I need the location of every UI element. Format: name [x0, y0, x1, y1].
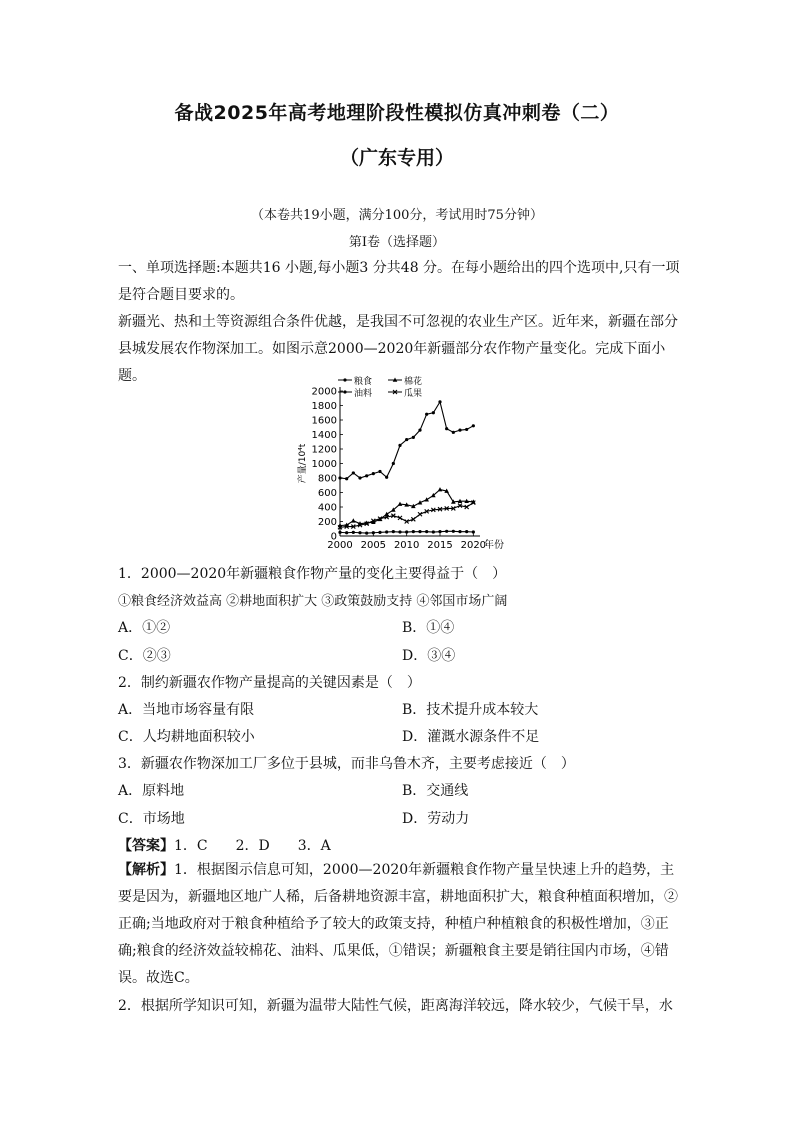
- q2-option-c[interactable]: C．人均耕地面积较小: [118, 729, 255, 745]
- data-point: [385, 476, 388, 479]
- data-point: [365, 474, 368, 477]
- exam-info: （本卷共19小题，满分100分，考试用时75分钟）: [251, 208, 543, 223]
- y-tick-label: 1600: [311, 415, 337, 427]
- data-point: [392, 462, 395, 465]
- volume-heading: 第Ⅰ卷（选择题）: [348, 235, 446, 250]
- data-point: [345, 477, 348, 480]
- y-tick-label: 600: [317, 488, 337, 499]
- x-axis-label: 年份: [484, 540, 504, 551]
- data-point: [378, 531, 381, 534]
- x-tick-label: 2005: [360, 540, 387, 551]
- x-tick-label: 2020: [460, 540, 487, 551]
- data-point: [438, 487, 443, 491]
- data-point: [405, 438, 408, 441]
- series-粮食: [338, 400, 475, 480]
- data-point: [365, 532, 368, 535]
- data-point: [418, 530, 421, 533]
- y-tick-label: 1000: [311, 459, 337, 470]
- data-point: [472, 424, 475, 427]
- y-tick-label: 1200: [311, 444, 337, 456]
- analysis-text: 1．根据图示信息可知，2000—2020年新疆粮食作物产量呈快速上升的趋势，主要是因为，新疆地区地广人稀，后备耕地资源丰富，耕地面积扩大，粮食种植面积增加，②正确;当地政府对于粮食种植给予了较大的政策支持，种植户种植粮食的积极性增加，③正确;粮食的经济效益较棉花、油料、瓜果低，①错误；新疆粮食主要是销往国内市场，④错误。故选C。: [118, 862, 678, 986]
- data-point: [338, 476, 341, 479]
- q2-option-d[interactable]: D．灌溉水源条件不足: [402, 729, 540, 745]
- question-1-statements: ①粮食经济效益高 ②耕地面积扩大 ③政策鼓励支持 ④邻国市场广阔: [118, 594, 508, 609]
- data-point: [425, 413, 428, 416]
- y-tick-label: 2000: [311, 386, 337, 398]
- data-point: [392, 530, 395, 533]
- legend-item: [338, 376, 372, 387]
- q2-option-b[interactable]: B．技术提升成本较大: [402, 702, 539, 718]
- chart-series-layer: [338, 400, 476, 534]
- data-point: [438, 400, 441, 403]
- data-point: [372, 531, 375, 534]
- question-2-stem: 2．制约新疆农作物产量提高的关键因素是（ ）: [118, 675, 421, 691]
- data-point: [465, 530, 468, 533]
- legend-label: 瓜果: [404, 389, 423, 399]
- question-1-stem: 1．2000—2020年新疆粮食作物产量的变化主要得益于（ ）: [118, 566, 507, 582]
- data-point: [452, 530, 455, 533]
- crop-output-chart: [290, 376, 520, 552]
- data-point: [432, 411, 435, 414]
- data-point: [372, 472, 375, 475]
- chart-legend: [338, 376, 422, 399]
- data-point: [358, 476, 361, 479]
- legend-marker: [343, 390, 346, 393]
- data-point: [432, 530, 435, 533]
- data-point: [412, 530, 415, 533]
- analysis-block: [118, 857, 684, 992]
- y-tick-label: 400: [317, 502, 337, 514]
- y-tick-label: 0: [330, 531, 337, 543]
- legend-item: [388, 376, 422, 387]
- analysis-label: 【解析】: [118, 862, 174, 878]
- series-line: [340, 490, 473, 526]
- q3-option-c[interactable]: C．市场地: [118, 811, 185, 827]
- q3-option-a[interactable]: A．原料地: [118, 783, 185, 799]
- data-point: [465, 428, 468, 431]
- data-point: [445, 427, 448, 430]
- y-axis-label: 产量/10⁴t: [298, 443, 308, 484]
- exam-subtitle: （广东专用）: [339, 147, 454, 169]
- data-point: [338, 531, 341, 534]
- data-point: [418, 429, 421, 432]
- data-point: [425, 530, 428, 533]
- data-point: [418, 512, 422, 516]
- legend-label: 粮食: [354, 377, 373, 387]
- data-point: [472, 530, 475, 533]
- data-point: [352, 531, 355, 534]
- legend-label: 油料: [354, 389, 373, 399]
- chart-axes: [296, 387, 504, 552]
- x-tick-label: 2015: [427, 540, 453, 551]
- data-point: [424, 497, 429, 501]
- data-point: [405, 530, 408, 533]
- data-point: [458, 429, 461, 432]
- data-point: [438, 530, 441, 533]
- data-point: [398, 444, 401, 447]
- q3-option-b[interactable]: B．交通线: [402, 783, 469, 799]
- q1-option-c[interactable]: C．②③: [118, 648, 171, 664]
- section-instruction: 一、单项选择题:本题共16 小题,每小题3 分共48 分。在每小题给出的四个选项中,只有一项是符合题目要求的。: [118, 260, 680, 303]
- legend-item: [388, 387, 422, 399]
- data-point: [345, 531, 348, 534]
- y-tick-label: 800: [317, 473, 337, 485]
- x-tick-label: 2010: [393, 540, 420, 551]
- legend-label: 棉花: [404, 377, 423, 387]
- data-point: [358, 531, 361, 534]
- legend-marker: [343, 378, 346, 381]
- q3-option-d[interactable]: D．劳动力: [402, 811, 470, 827]
- q1-option-a[interactable]: A．①②: [118, 620, 171, 636]
- data-point: [385, 530, 388, 533]
- legend-item: [338, 387, 372, 399]
- data-point: [378, 470, 381, 473]
- q2-option-a[interactable]: A．当地市场容量有限: [118, 702, 255, 718]
- data-point: [452, 431, 455, 434]
- question-3-stem: 3．新疆农作物深加工厂多位于县城，而非乌鲁木齐，主要考虑接近（ ）: [118, 756, 575, 772]
- q1-option-b[interactable]: B．①④: [402, 620, 455, 636]
- data-point: [445, 530, 448, 533]
- data-point: [398, 530, 401, 533]
- answer-text: 1．C 2．D 3．A: [174, 838, 331, 854]
- answer-label: 【答案】: [118, 838, 174, 854]
- data-point: [412, 436, 415, 439]
- question-material: 新疆光、热和土等资源组合条件优越，是我国不可忽视的农业生产区。近年来，新疆在部分县城发展农作物深加工。如图示意2000—2020年新疆部分农作物产量变化。完成下面小题。: [118, 314, 678, 384]
- answer-line: [118, 835, 331, 855]
- y-tick-label: 1800: [311, 401, 337, 412]
- y-tick-label: 1400: [311, 430, 337, 441]
- data-point: [352, 471, 355, 474]
- y-tick-label: 200: [317, 517, 337, 528]
- exam-title: 备战2025年高考地理阶段性模拟仿真冲刺卷（二）: [174, 102, 620, 124]
- q1-option-d[interactable]: D．③④: [402, 648, 456, 664]
- data-point: [351, 518, 356, 522]
- x-tick-label: 2000: [327, 540, 353, 551]
- data-point: [458, 530, 461, 533]
- analysis-text-continued: 2．根据所学知识可知，新疆为温带大陆性气候，距离海洋较远，降水较少，气候干旱，水: [118, 998, 673, 1014]
